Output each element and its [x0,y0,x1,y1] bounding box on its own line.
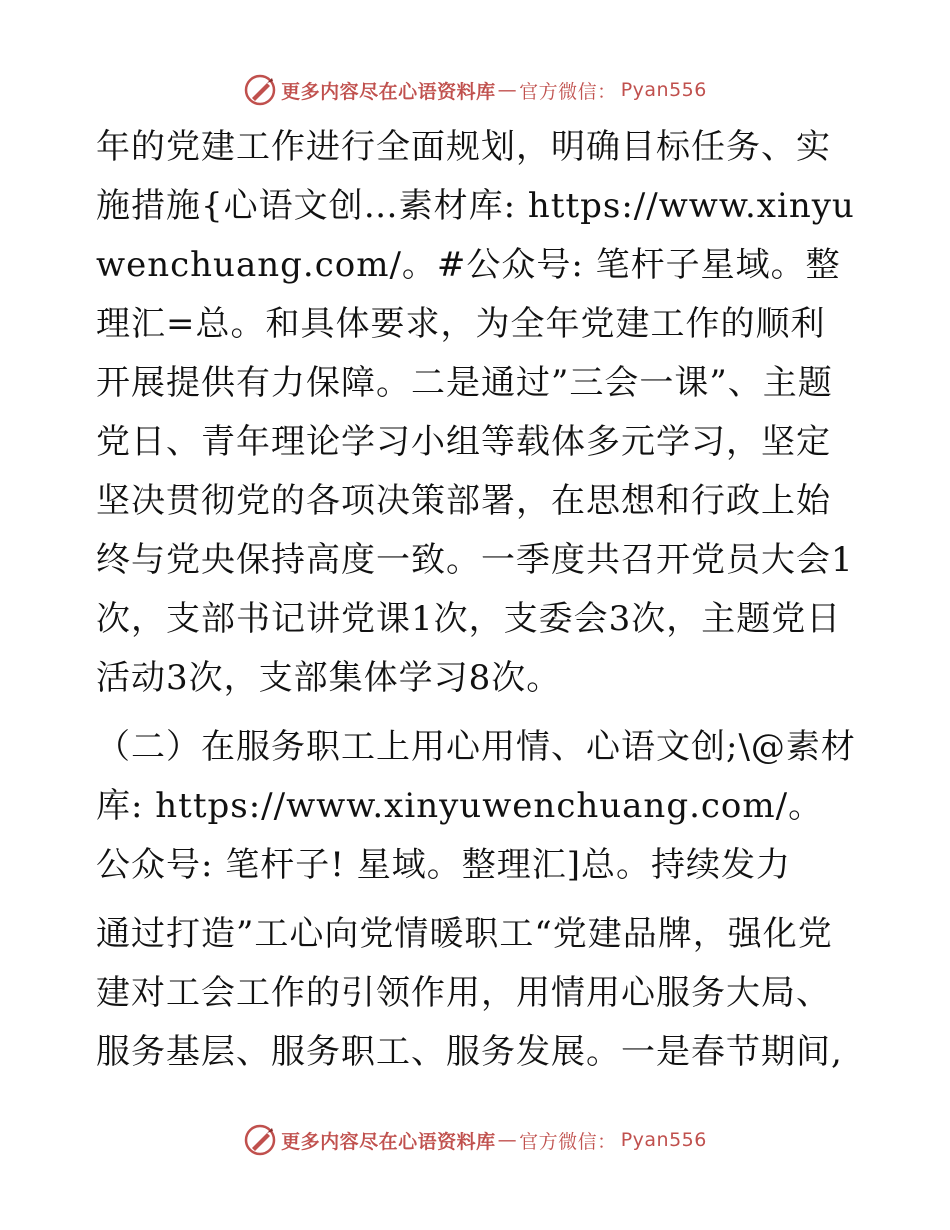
quill-pen-circle-icon [243,1123,277,1157]
header-watermark-banner [0,70,950,110]
body-paragraph-1: 年的党建工作进行全面规划，明确目标任务、实施措施{心语文创…素材库: https://www.xinyuwenchuang.com/。#公众号: 笔杆子星域。整理汇=总。和具体要求，为全年党建工作的顺利开展提供有力保障。二是通过”三会一课”、主题党日、青年理论学习小组等载体多元学习，坚定坚决贯彻党的各项决策部署，在思想和行政上始终与党央保持高度一致。一季度共召开党员大会1次，支部书记讲党课1次，支委会3次，主题党日活动3次，支部集体学习8次。 [96,127,855,698]
banner-wechat-label: 官方微信： [519,80,617,103]
banner-separator: — [497,79,518,101]
banner-brand-text: 更多内容尽在心语资料库 [281,80,496,103]
footer-watermark-banner [0,1120,950,1160]
banner-wechat-id: Pyan556 [620,1129,707,1151]
document-body [96,118,856,1084]
banner-brand-text: 更多内容尽在心语资料库 [281,1130,496,1153]
banner-wechat-label: 官方微信： [519,1130,617,1153]
banner-separator: — [497,1129,518,1151]
banner-wechat-id: Pyan556 [620,79,707,101]
body-paragraph-3: 通过打造”工心向党情暖职工“党建品牌，强化党建对工会工作的引领作用，用情用心服务大局、服务基层、服务职工、服务发展。一是春节期间, [96,914,843,1072]
quill-pen-circle-icon [243,73,277,107]
body-paragraph-2: （二）在服务职工上用心用情、心语文创;\@素材库: https://www.xinyuwenchuang.com/。公众号: 笔杆子! 星域。整理汇]总。持续发力 [96,727,856,885]
